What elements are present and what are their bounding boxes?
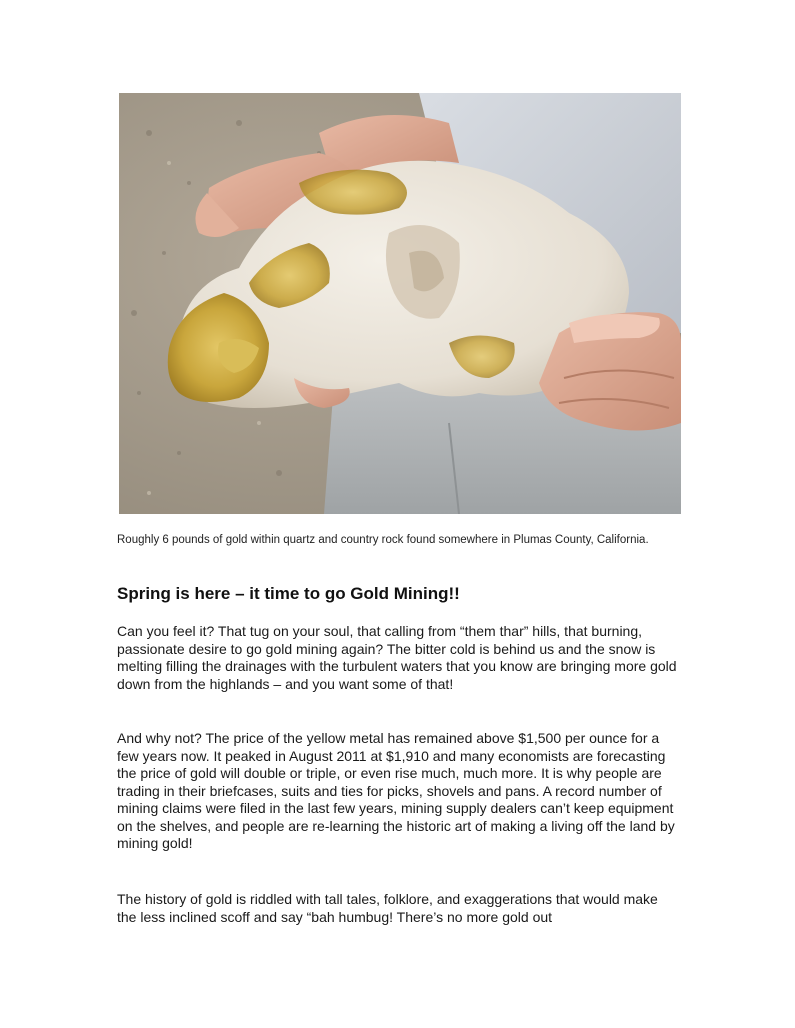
paragraph-1: Can you feel it? That tug on your soul, that calling from “them thar” hills, that burning, passionate desire to go gold mining again? The bitter cold is behind us and the snow is melting filling the drainages with the turbulent waters that you know are bringing more gold down from the highlands – and you want some of that! — [117, 623, 677, 692]
photo-caption: Roughly 6 pounds of gold within quartz and country rock found somewhere in Plumas County, California. — [117, 534, 649, 546]
photo-illustration — [119, 93, 681, 514]
paragraph-3: The history of gold is riddled with tall tales, folklore, and exaggerations that would make the less inclined scoff and say “bah humbug! There’s no more gold out — [117, 891, 658, 925]
article-heading: Spring is here – it time to go Gold Mining!! — [117, 584, 460, 603]
paragraph-2: And why not? The price of the yellow metal has remained above $1,500 per ounce for a few years now. It peaked in August 2011 at $1,910 and many economists are forecasting the price of gold will double or triple, or even rise much, much more. It is why people are trading in their briefcases, suits and ties for picks, shovels and pans. A record number of mining claims were filed in the last few years, mining supply dealers can’t keep equipment on the shelves, and people are re-learning the historic art of making a living off the land by mining gold! — [117, 730, 675, 851]
gold-nugget-photo — [119, 93, 681, 514]
